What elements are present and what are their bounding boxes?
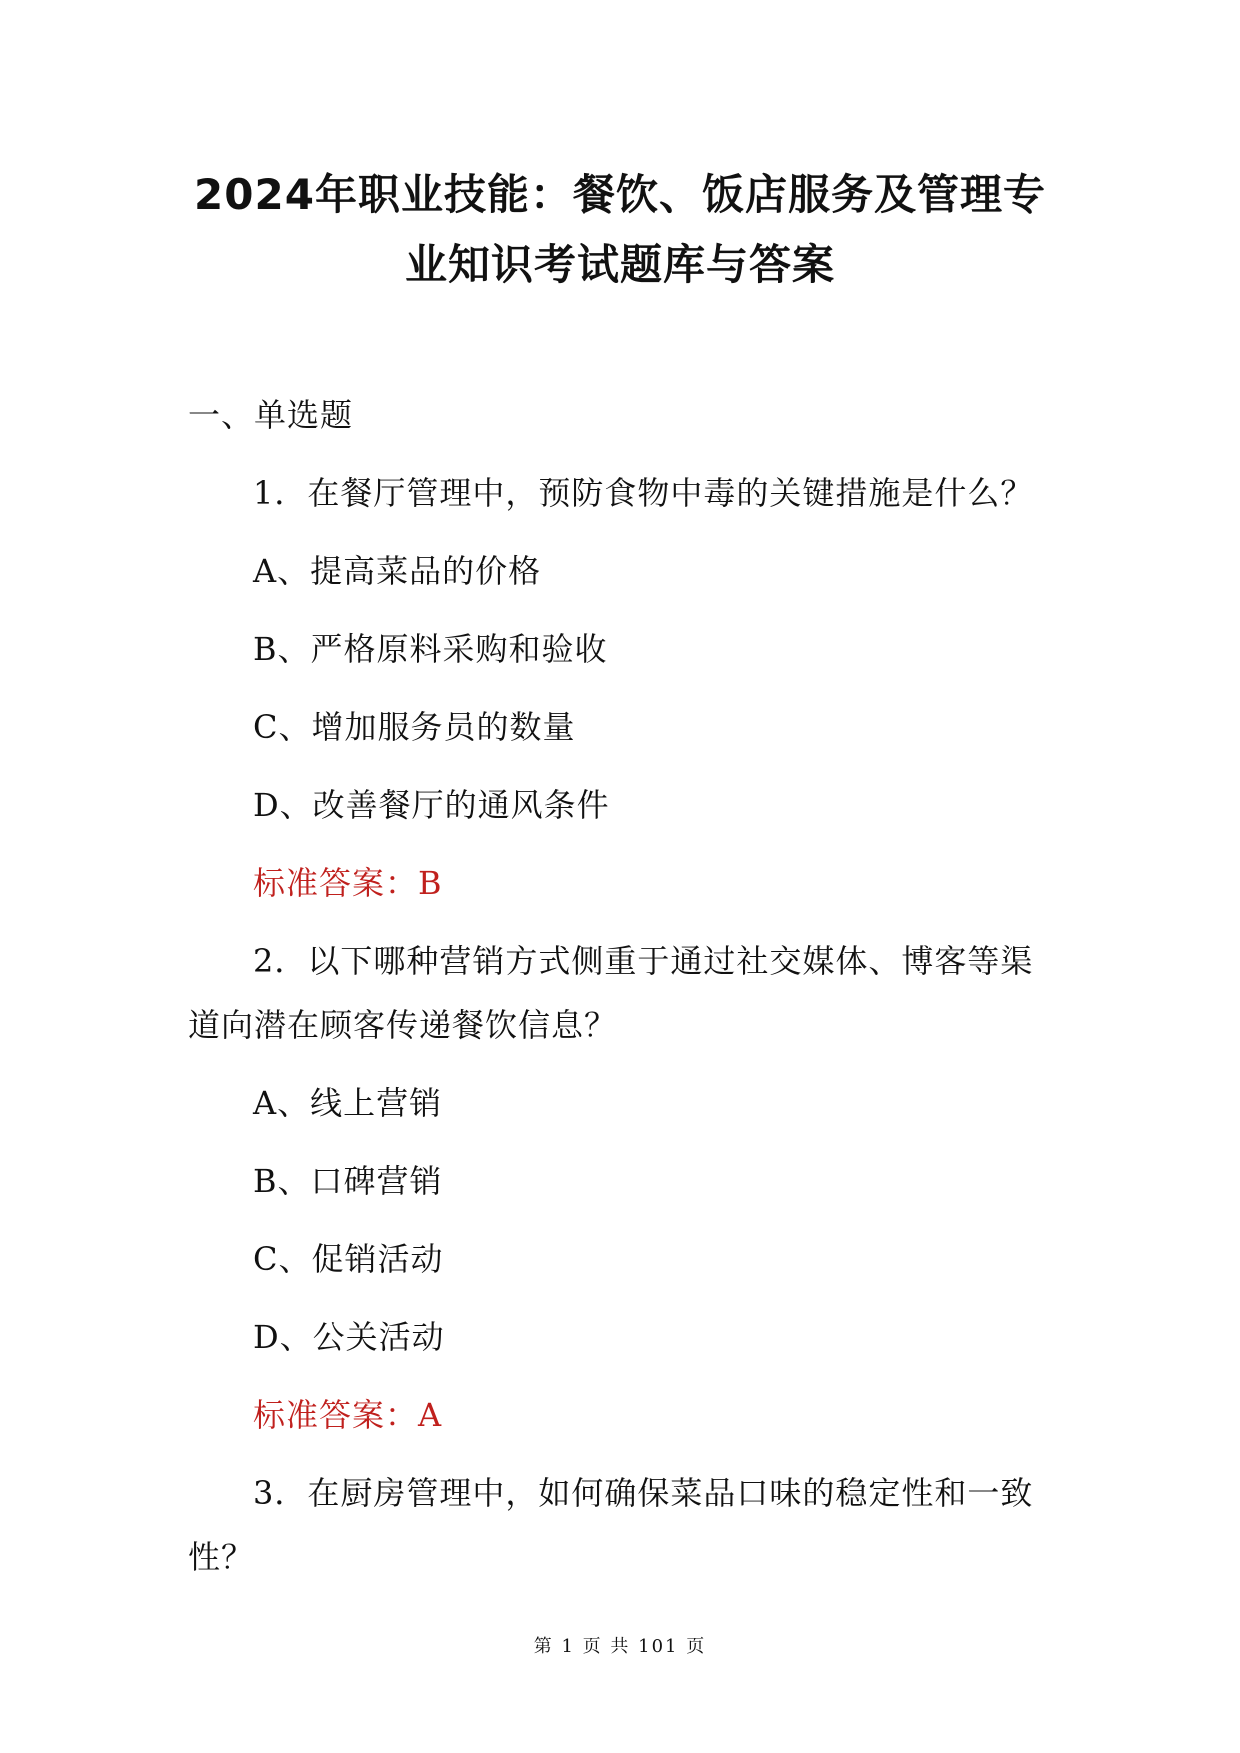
question-2-option-c: C、促销活动 xyxy=(253,1240,444,1278)
question-2-option-d: D、公关活动 xyxy=(253,1318,445,1356)
question-3-stem-line-2: 性？ xyxy=(188,1538,255,1576)
question-1-stem: 1．在餐厅管理中，预防食物中毒的关键措施是什么？ xyxy=(253,474,1034,512)
section-heading: 一、单选题 xyxy=(188,396,354,434)
question-2-stem-line-2: 道向潜在顾客传递餐饮信息？ xyxy=(188,1006,618,1044)
question-2-stem-line-1: 2．以下哪种营销方式侧重于通过社交媒体、博客等渠 xyxy=(253,942,1034,980)
question-1-option-c: C、增加服务员的数量 xyxy=(253,708,576,746)
page-footer: 第 1 页 共 101 页 xyxy=(533,1636,707,1657)
question-3-stem-line-1: 3．在厨房管理中，如何确保菜品口味的稳定性和一致 xyxy=(253,1474,1034,1512)
question-2-option-b: B、口碑营销 xyxy=(253,1162,443,1200)
question-2-answer: 标准答案：A xyxy=(253,1396,443,1434)
question-2-option-a: A、线上营销 xyxy=(253,1084,443,1122)
question-1-option-a: A、提高菜品的价格 xyxy=(253,552,542,590)
question-1-answer: 标准答案：B xyxy=(253,864,443,902)
question-1-option-b: B、严格原料采购和验收 xyxy=(253,630,608,668)
page-title xyxy=(150,160,1090,300)
question-1-option-d: D、改善餐厅的通风条件 xyxy=(253,786,610,824)
title-line-2: 业知识考试题库与答案 xyxy=(404,240,835,289)
title-line-1: 2024年职业技能：餐饮、饭店服务及管理专 xyxy=(194,170,1046,219)
